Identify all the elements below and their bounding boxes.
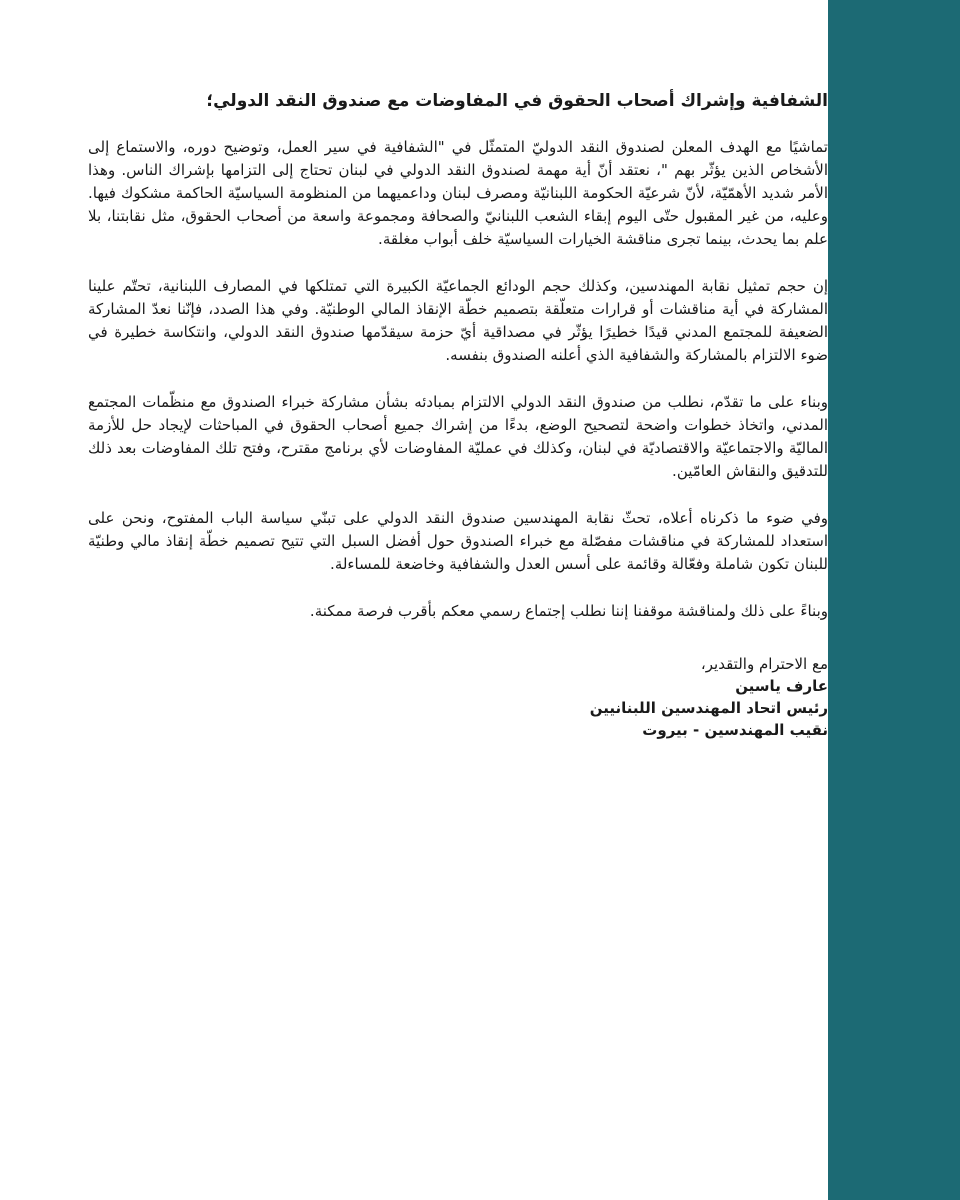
closing-regards: مع الاحترام والتقدير،: [700, 655, 828, 673]
signatory-title-order: نقيب المهندسين - بيروت: [642, 721, 828, 739]
paragraph-transparency: تماشيًا مع الهدف المعلن لصندوق النقد الدوليّ المتمثّل في "الشفافية في سير العمل، وتوضيح دوره، والاستماع إلى الأشخاص الذين يؤثّر بهم "، نعتقد أنّ أية مهمة لصندوق النقد الدولي في لبنان تحتاج إلى التزامها بإشراك الناس. وهذا الأمر شديد الأهمّيّة، لأنّ شرعيّة الحكومة اللبنانيّة ومصرف لبنان وداعميهما من المنظومة السياسيّة الحاكمة مشكوك فيها. وعليه، من غير المقبول حتّى اليوم إبقاء الشعب اللبنانيّ والصحافة ومجموعة واسعة من أصحاب الحقوق، مثل نقابتنا، بلا علم بما يحدث، بينما تجرى مناقشة الخيارات السياسيّة خلف أبواب مغلقة.: [88, 138, 828, 248]
letter-page: [88, 88, 828, 741]
paragraph-representation: إن حجم تمثيل نقابة المهندسين، وكذلك حجم الودائع الجماعيّة الكبيرة التي تمتلكها في المصارف اللبنانية، تحتّم علينا المشاركة في أية مناقشات أو قرارات متعلّقة بتصميم خطّة الإنقاذ المالي الوطنيّة. وفي هذا الصدد، فإنّنا نعدّ المشاركة الضعيفة للمجتمع المدني قيدًا خطيرًا يؤثّر في مصداقية أيّ حزمة سيقدّمها صندوق النقد الدولي، وانتكاسة خطيرة في ضوء الالتزام بالمشاركة والشفافية الذي أعلنه الصندوق بنفسه.: [88, 277, 828, 364]
paragraph-meeting-request: وبناءً على ذلك ولمناقشة موقفنا إننا نطلب إجتماع رسمي معكم بأقرب فرصة ممكنة.: [309, 602, 828, 620]
accent-side-bar: [828, 0, 960, 1200]
paragraph-request-principles: وبناء على ما تقدّم، نطلب من صندوق النقد الدولي الالتزام بمبادئه بشأن مشاركة خبراء الصندوق مع منظّمات المجتمع المدني، واتخاذ خطوات واضحة لتصحيح الوضع، بدءًا من إشراك جميع أصحاب الحقوق في المباحثات لإيجاد حل للأزمة الماليّة والاجتماعيّة والاقتصاديّة في لبنان، وكذلك في عمليّة المفاوضات لأي برنامج مقترح، وفتح تلك المفاوضات بعد ذلك للتدقيق والنقاش العامّين.: [88, 393, 828, 480]
letter-title: الشفافية وإشراك أصحاب الحقوق في المفاوضات مع صندوق النقد الدولي؛: [206, 91, 828, 111]
signatory-name: عارف ياسين: [735, 677, 828, 695]
paragraph-open-door-policy: وفي ضوء ما ذكرناه أعلاه، تحثّ نقابة المهندسين صندوق النقد الدولي على تبنّي سياسة الباب المفتوح، ونحن على استعداد للمشاركة في مناقشات مفصّلة مع خبراء الصندوق حول أفضل السبل التي تتيح تصميم خطّة إنقاذ مالي وطنيّة للبنان تكون شاملة وفعّالة وقائمة على أسس العدل والشفافية وخاضعة للمساءلة.: [88, 509, 828, 573]
signatory-title-federation: رئيس اتحاد المهندسين اللبنانيين: [589, 699, 828, 717]
signature-block: [88, 653, 828, 741]
